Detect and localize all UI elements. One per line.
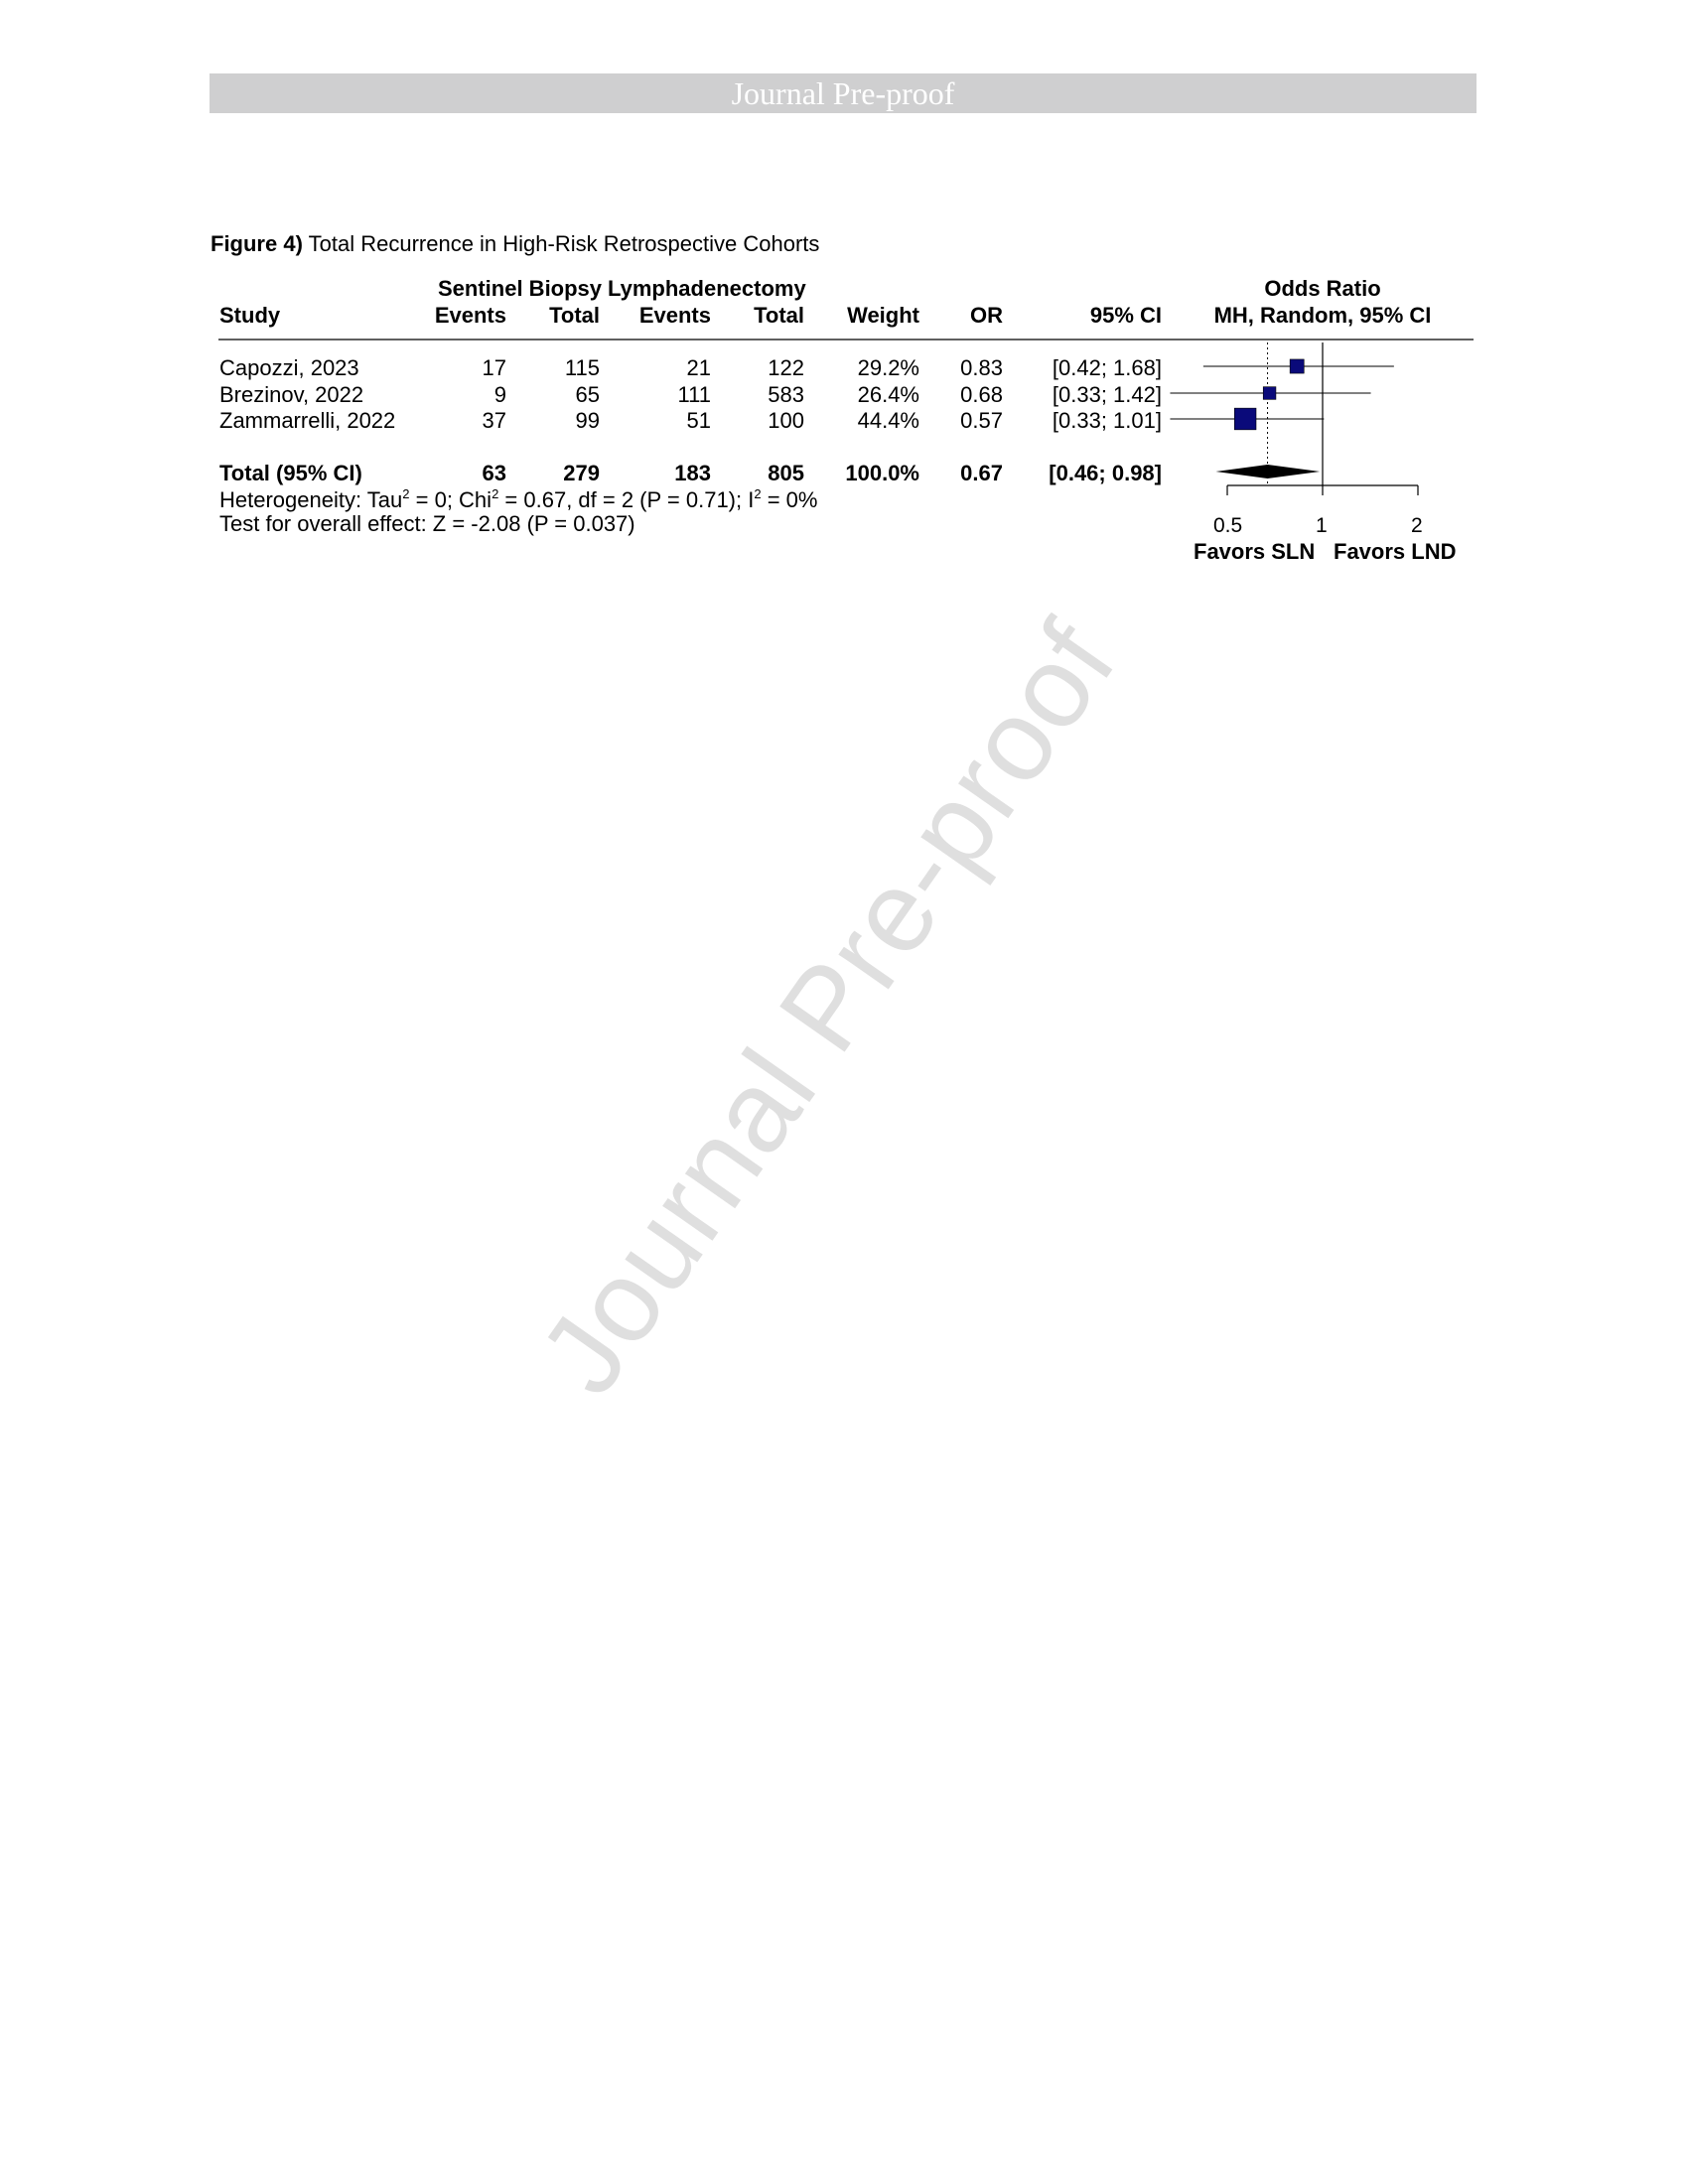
plot-title: Odds Ratio — [1264, 276, 1381, 301]
events-lnd: 21 — [686, 355, 711, 380]
figure-label: Figure 4) — [211, 231, 303, 256]
watermark: Journal Pre-proof — [513, 599, 1141, 1417]
or-value: 0.57 — [960, 408, 1003, 433]
study-name: Zammarrelli, 2022 — [219, 408, 396, 433]
total-lnd: 583 — [768, 382, 804, 407]
total-lnd: 100 — [768, 408, 804, 433]
header-group-sln: Sentinel Biopsy — [438, 276, 603, 301]
favors-right-label: Favors LND — [1334, 539, 1457, 564]
ci-value: [0.33; 1.01] — [1052, 408, 1162, 433]
header-total-sln: Total — [549, 303, 600, 328]
ci-value: [0.42; 1.68] — [1052, 355, 1162, 380]
header-weight: Weight — [847, 303, 919, 328]
header-ci: 95% CI — [1089, 303, 1162, 328]
events-sln: 9 — [493, 382, 506, 407]
total-weight: 100.0% — [845, 461, 919, 485]
total-total-sln: 279 — [563, 461, 600, 485]
weight: 26.4% — [857, 382, 919, 407]
tick-label: 1 — [1316, 514, 1328, 537]
study-name: Capozzi, 2023 — [219, 355, 359, 380]
header-events-sln: Events — [434, 303, 506, 328]
or-value: 0.68 — [960, 382, 1003, 407]
total-label: Total (95% CI) — [219, 461, 362, 485]
favors-left-label: Favors SLN — [1194, 539, 1316, 564]
effect-square — [1234, 408, 1256, 430]
ci-value: [0.33; 1.42] — [1052, 382, 1162, 407]
effect-square — [1290, 359, 1304, 373]
heterogeneity-text: Heterogeneity: Tau$^2$ = 0; Chi$^2$ = 0.67, df = 2 (P = 0.71); $I^2 = 0\%$ — [219, 486, 818, 512]
weight: 44.4% — [857, 408, 919, 433]
total-events-lnd: 183 — [674, 461, 711, 485]
total-events-sln: 63 — [482, 461, 506, 485]
header-events-lnd: Events — [638, 303, 711, 328]
header-group-lnd: Lymphadenectomy — [608, 276, 806, 301]
total-ci: [0.46; 0.98] — [1049, 461, 1162, 485]
total-total-lnd: 805 — [768, 461, 804, 485]
total-lnd: 122 — [768, 355, 804, 380]
pooled-diamond — [1215, 465, 1320, 478]
banner-text: Journal Pre-proof — [731, 75, 955, 111]
or-value: 0.83 — [960, 355, 1003, 380]
study-name: Brezinov, 2022 — [219, 382, 364, 407]
tick-label: 0.5 — [1213, 514, 1243, 537]
events-sln: 37 — [482, 408, 506, 433]
events-sln: 17 — [482, 355, 506, 380]
plot-subtitle: MH, Random, 95% CI — [1213, 303, 1432, 328]
total-sln: 99 — [575, 408, 600, 433]
total-or: 0.67 — [960, 461, 1003, 485]
figure-title: Total Recurrence in High-Risk Retrospective Cohorts — [308, 231, 820, 256]
header-total-lnd: Total — [754, 303, 804, 328]
total-sln: 65 — [575, 382, 600, 407]
tick-label: 2 — [1411, 514, 1423, 537]
weight: 29.2% — [857, 355, 919, 380]
events-lnd: 51 — [686, 408, 711, 433]
overall-effect-text: Test for overall effect: Z = -2.08 (P = 0.037) — [219, 511, 635, 536]
header-or: OR — [970, 303, 1003, 328]
effect-square — [1263, 387, 1276, 400]
events-lnd: 111 — [677, 382, 711, 407]
total-sln: 115 — [564, 355, 600, 380]
header-study: Study — [219, 303, 281, 328]
